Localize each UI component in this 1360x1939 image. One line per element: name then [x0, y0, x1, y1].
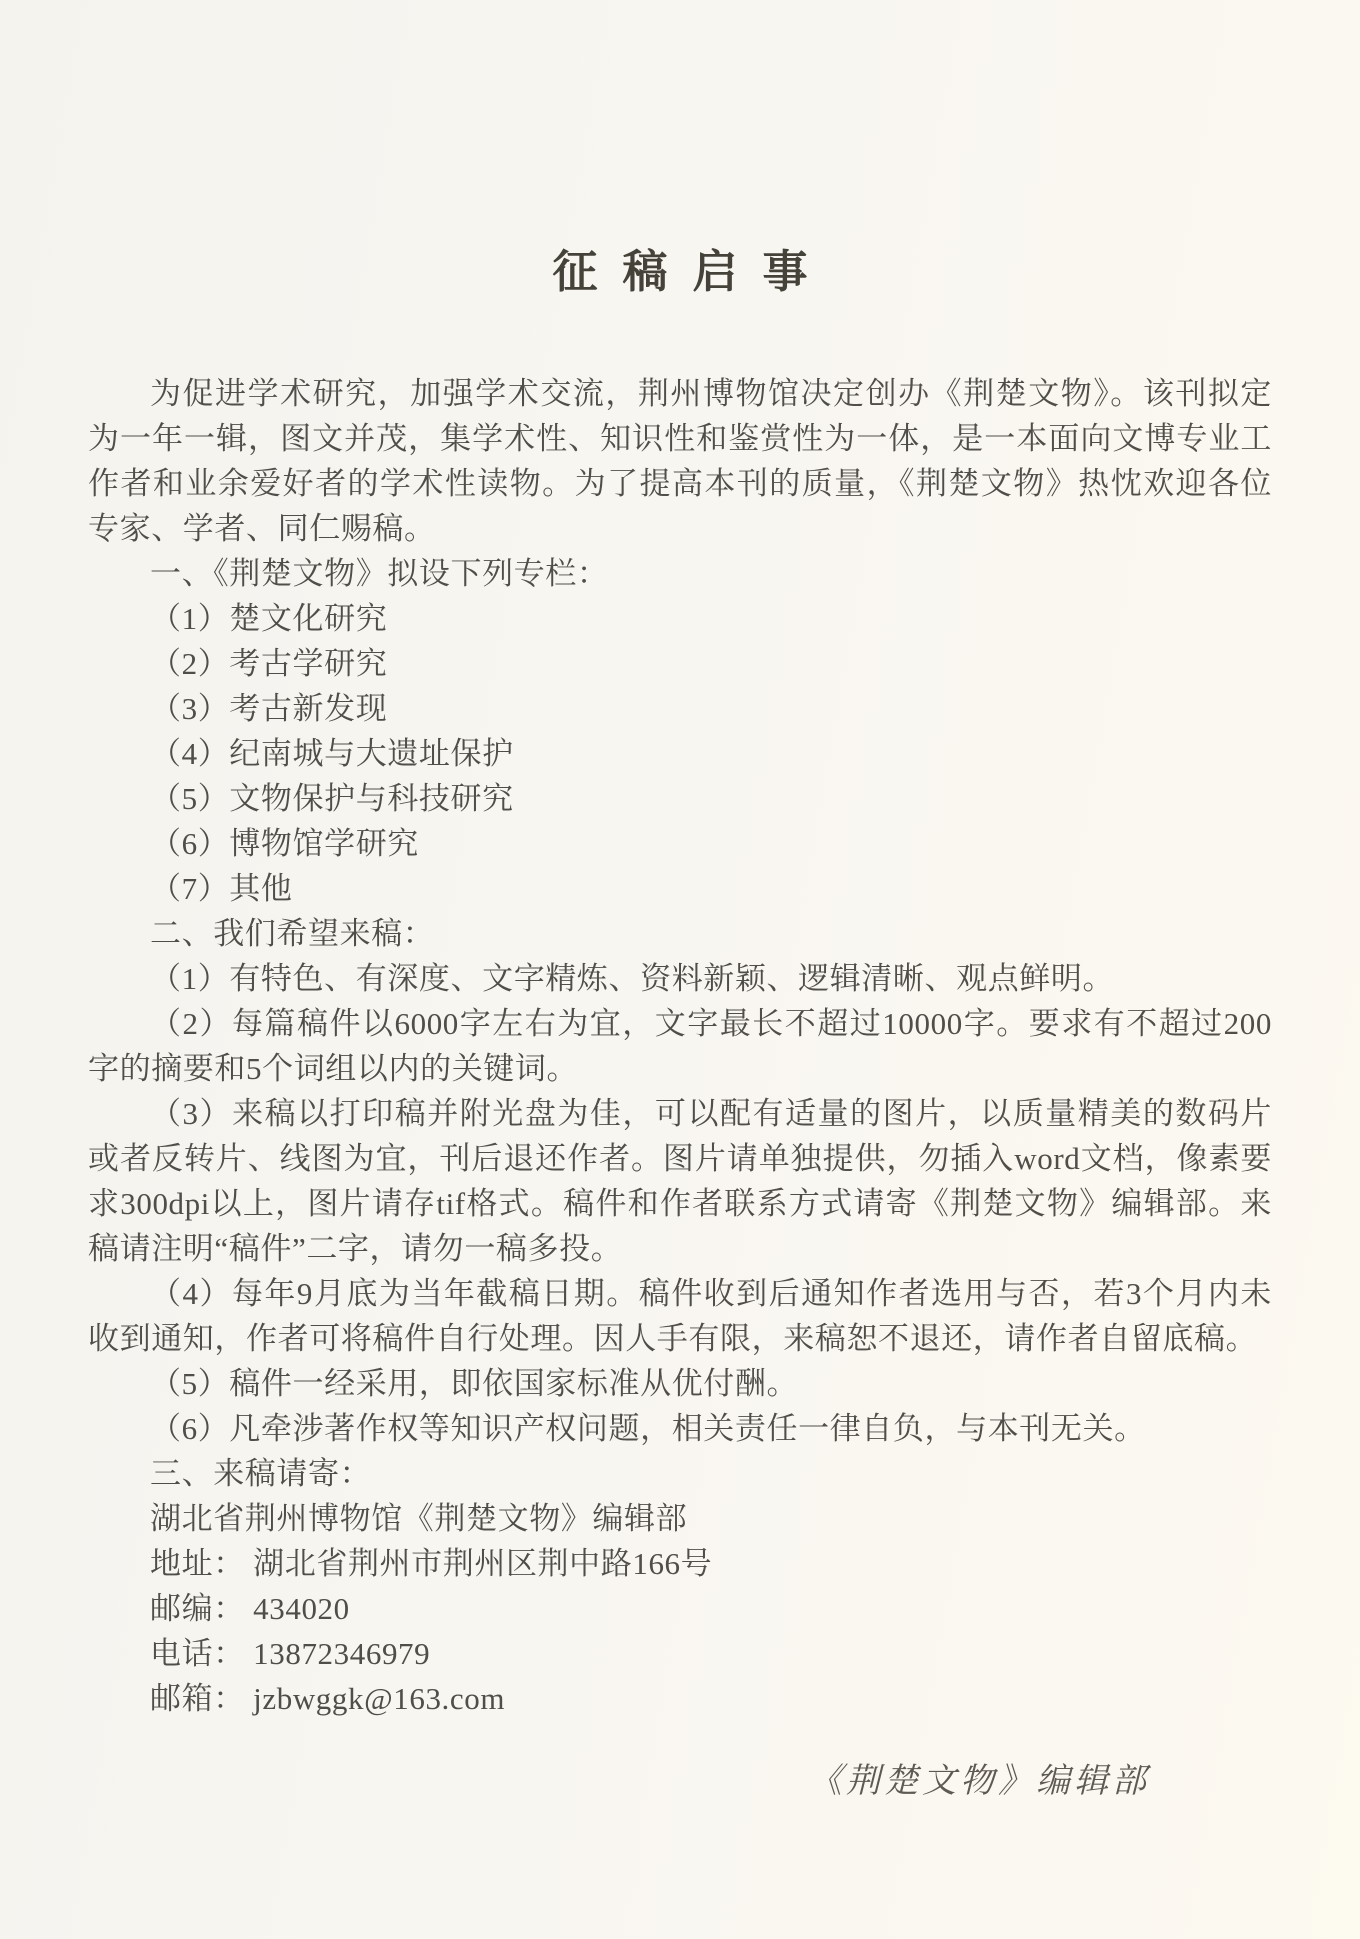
submission-rule-1: （1）有特色、有深度、文字精炼、资料新颖、逻辑清晰、观点鲜明。	[150, 961, 1115, 996]
page-title: 征稿启事	[552, 247, 833, 297]
editorial-office-line: 湖北省荆州博物馆《荆楚文物》编辑部	[150, 1501, 688, 1536]
submission-rule-6: （6）凡牵涉著作权等知识产权问题，相关责任一律自负，与本刊无关。	[150, 1411, 1146, 1446]
column-item-3: （3）考古新发现	[150, 691, 388, 726]
intro-paragraph: 为促进学术研究，加强学术交流，荆州博物馆决定创办《荆楚文物》。该刊拟定为一年一辑，图文并茂，集学术性、知识性和鉴赏性为一体，是一本面向文博专业工作者和业余爱好者的学术性读物。为了提高本刊的质量，《荆楚文物》热忱欢迎各位专家、学者、同仁赐稿。	[88, 376, 1272, 546]
column-item-7: （7）其他	[150, 871, 293, 906]
column-item-4: （4）纪南城与大遗址保护	[150, 736, 514, 771]
document-body	[0, 371, 1360, 1721]
column-item-5: （5）文物保护与科技研究	[150, 781, 514, 816]
column-item-2: （2）考古学研究	[150, 646, 388, 681]
postcode-line: 邮编： 434020	[150, 1591, 350, 1626]
column-item-6: （6）博物馆学研究	[150, 826, 419, 861]
submission-rule-2: （2）每篇稿件以6000字左右为宜，文字最长不超过10000字。要求有不超过200字的摘要和5个词组以内的关键词。	[88, 1006, 1272, 1086]
section1-heading: 一、《荆楚文物》拟设下列专栏：	[150, 556, 609, 591]
email-line: 邮箱： jzbwggk@163.com	[150, 1681, 506, 1716]
submission-rule-4: （4）每年9月底为当年截稿日期。稿件收到后通知作者选用与否，若3个月内未收到通知，作者可将稿件自行处理。因人手有限，来稿恕不退还，请作者自留底稿。	[88, 1276, 1272, 1356]
section3-heading: 三、来稿请寄：	[150, 1456, 372, 1491]
phone-line: 电话： 13872346979	[150, 1636, 431, 1671]
section2-heading: 二、我们希望来稿：	[150, 916, 435, 951]
signature: 《荆楚文物》编辑部	[808, 1763, 1150, 1800]
submission-rule-3: （3）来稿以打印稿并附光盘为佳，可以配有适量的图片，以质量精美的数码片或者反转片、线图为宜，刊后退还作者。图片请单独提供，勿插入word文档，像素要求300dpi以上，图片请存tif格式。稿件和作者联系方式请寄《荆楚文物》编辑部。来稿请注明“稿件”二字，请勿一稿多投。	[88, 1096, 1272, 1266]
address-line: 地址： 湖北省荆州市荆州区荆中路166号	[150, 1546, 713, 1581]
column-item-1: （1）楚文化研究	[150, 601, 388, 636]
submission-rule-5: （5）稿件一经采用，即依国家标准从优付酬。	[150, 1366, 799, 1401]
